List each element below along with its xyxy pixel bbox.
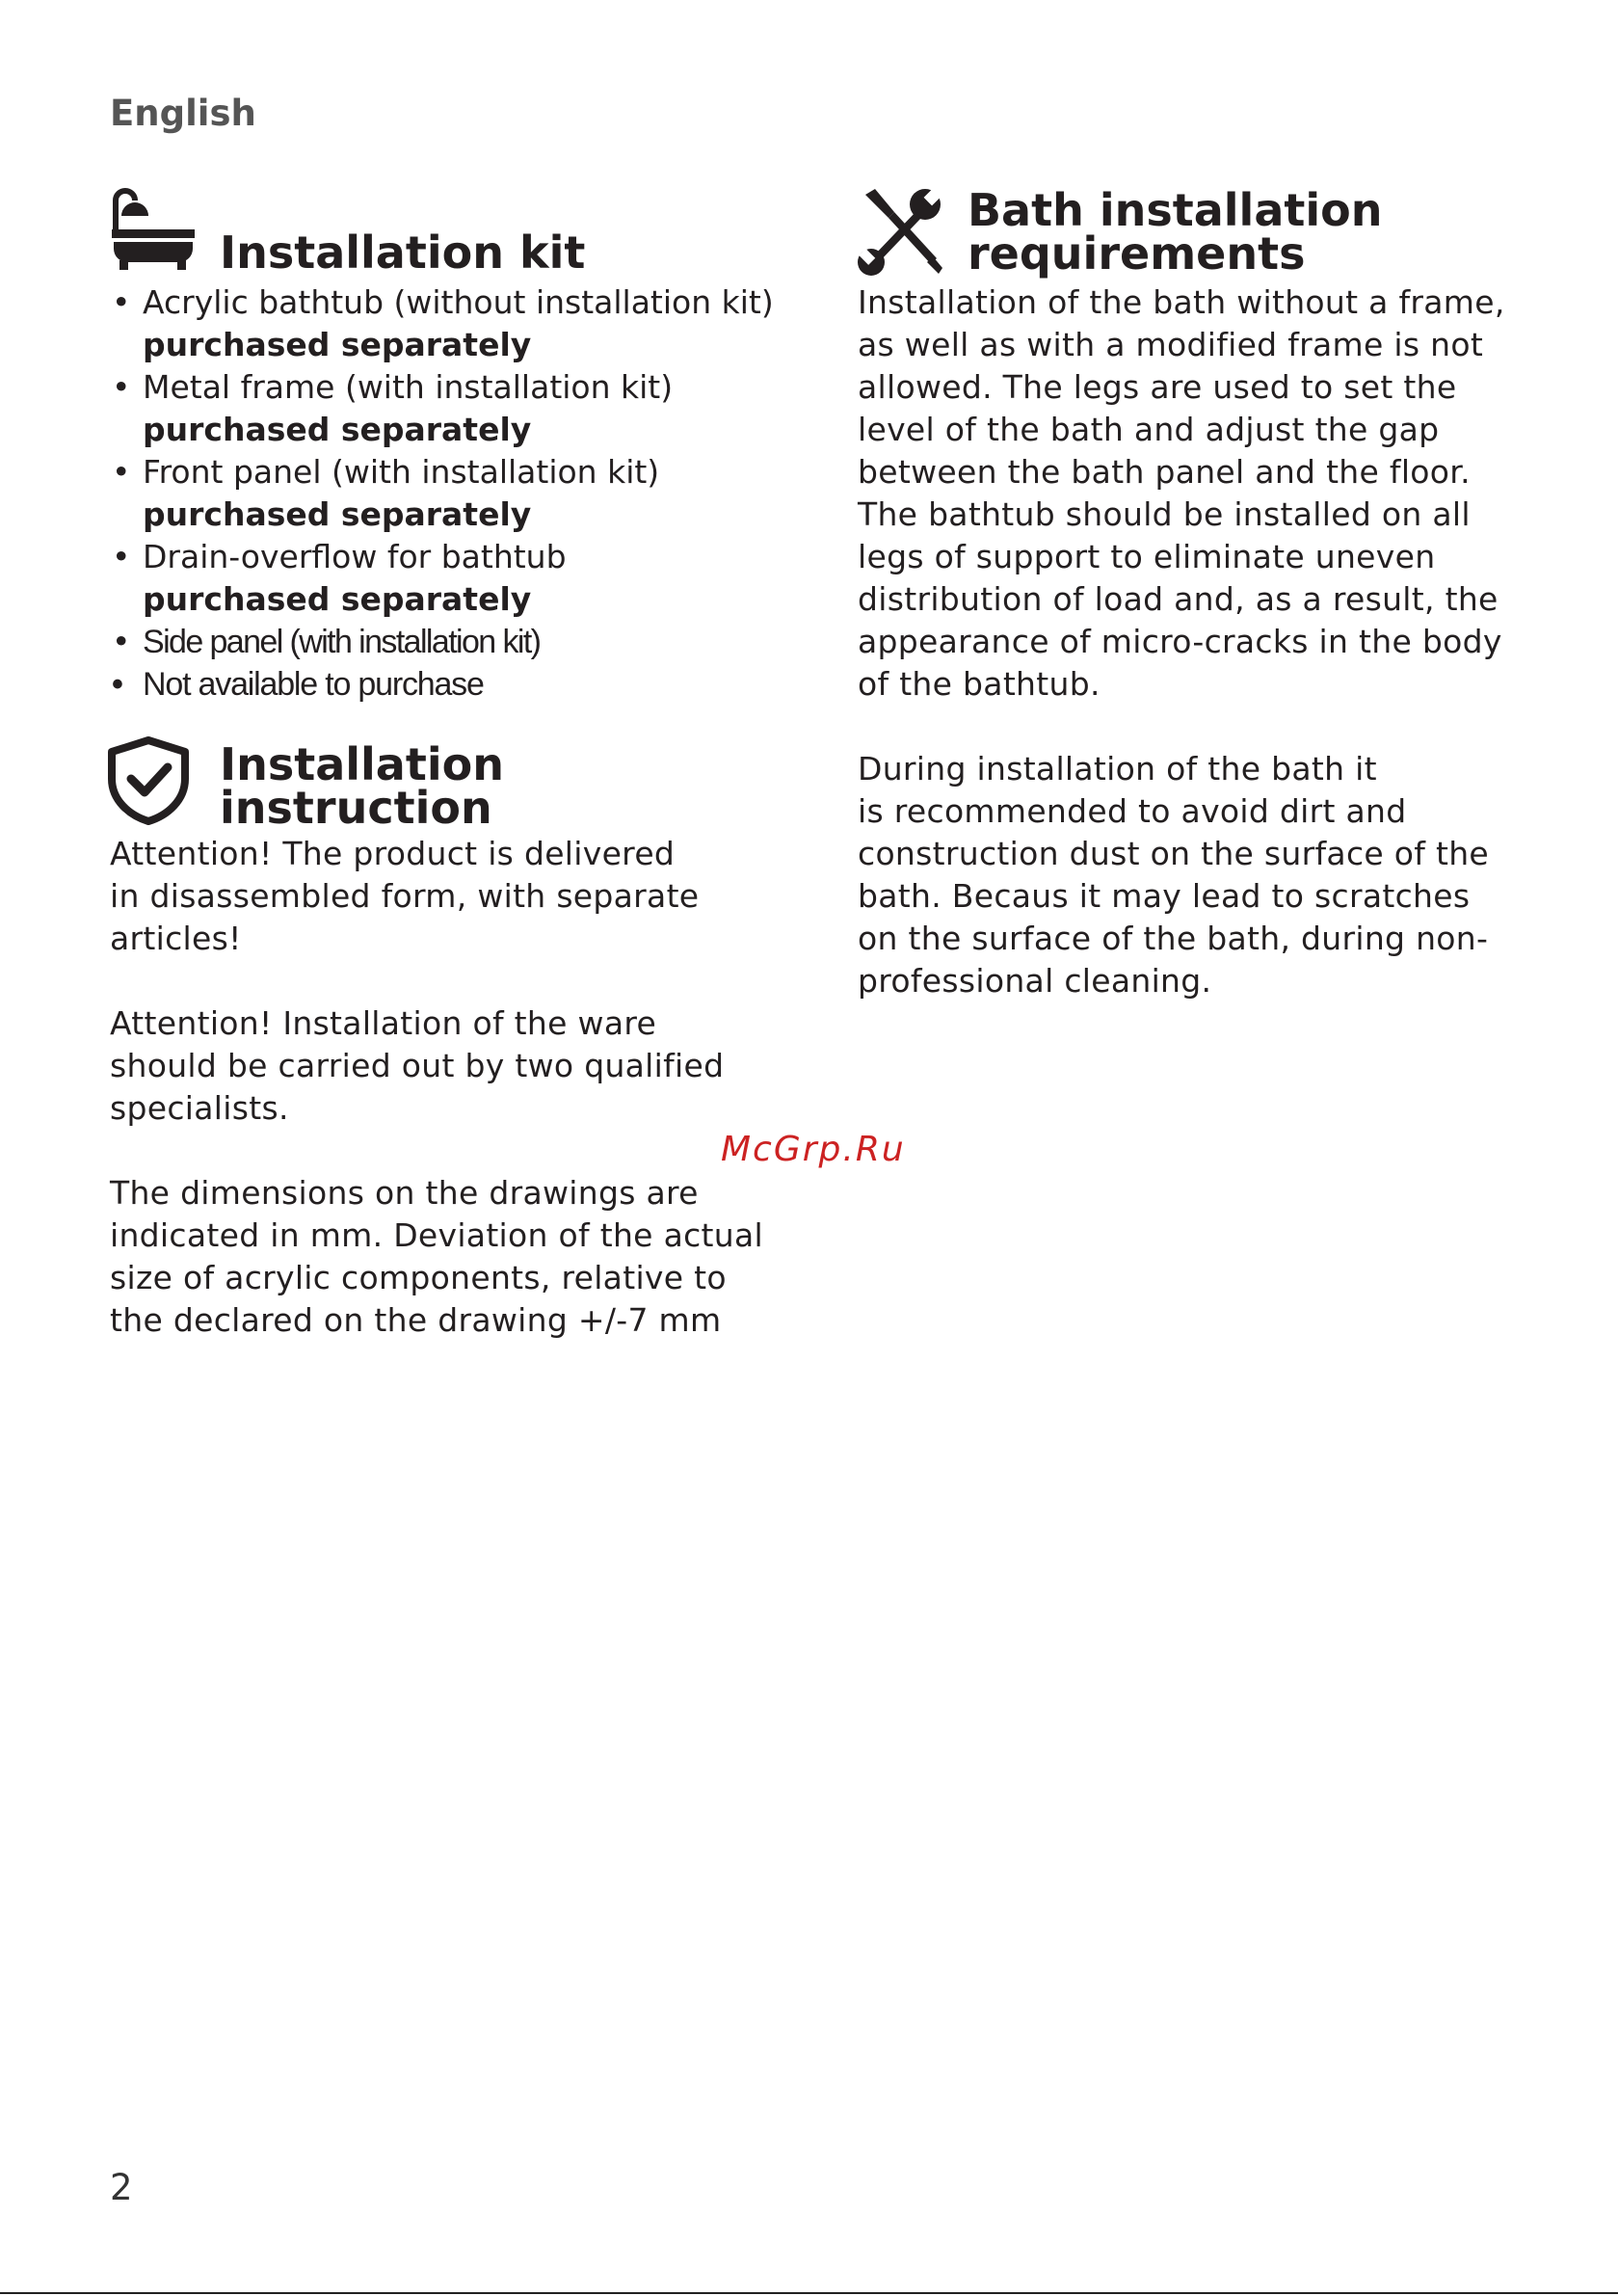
list-item: • Front panel (with installation kit) purchased separately xyxy=(110,451,804,536)
list-item: • Metal frame (with installation kit) purchased separately xyxy=(110,366,804,451)
language-label: English xyxy=(110,93,256,134)
watermark: McGrp.Ru xyxy=(721,1130,906,1169)
installation-kit-title: Installation kit xyxy=(220,227,586,279)
attention-specialists-paragraph: Attention! Installation of the ware should be carried out by two qualified specialists. xyxy=(110,1004,725,1127)
installation-instruction-title: Installation instruction xyxy=(220,738,504,834)
frame-requirements-paragraph: Installation of the bath without a frame, as well as with a modified frame is not allowed. The legs are used to set the level of the bath and adjust the gap between the bath panel and the floor. The bathtub should be installed on all legs of support to eliminate uneven distribution of load and, as a result, the appearance of micro-cracks in the body of the bathtub. xyxy=(858,283,1505,703)
bathtub-icon xyxy=(108,185,197,274)
list-item: • Not available to purchase xyxy=(110,663,804,706)
cleaning-advice-paragraph: During installation of the bath it is recommended to avoid dirt and construction dust on the surface of the bath. Becaus it may lead to scratches on the surface of the bath, during non- professional cleaning. xyxy=(858,750,1490,1000)
bath-requirements-title: Bath installation requirements xyxy=(968,184,1383,280)
list-item: • Acrylic bathtub (without installation kit) purchased separately xyxy=(110,281,804,366)
installation-kit-list xyxy=(110,281,804,706)
tools-icon xyxy=(856,185,948,278)
dimensions-paragraph: The dimensions on the drawings are indicated in mm. Deviation of the actual size of acrylic components, relative to the declared on the drawing +/-7 mm xyxy=(110,1174,763,1339)
list-item: • Drain-overflow for bathtub purchased separately xyxy=(110,536,804,621)
bottom-divider xyxy=(0,2292,1618,2294)
shield-check-icon xyxy=(108,736,189,825)
attention-delivery-paragraph: Attention! The product is delivered in disassembled form, with separate articles! xyxy=(110,835,700,957)
list-item: • Side panel (with installation kit) xyxy=(110,621,804,663)
page-number: 2 xyxy=(110,2167,133,2208)
